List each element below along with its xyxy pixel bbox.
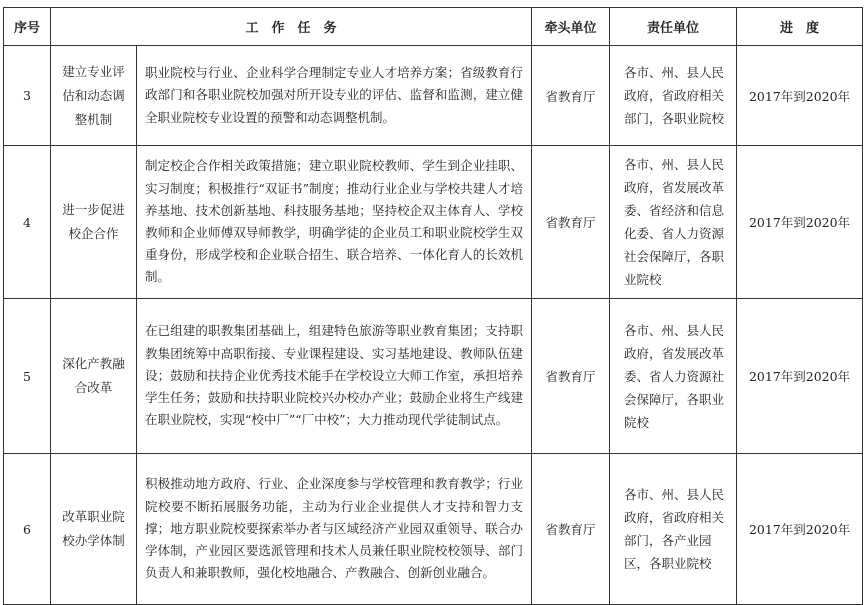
header-no: 序号 (4, 8, 51, 46)
task-name: 建立专业评估和动态调整机制 (51, 46, 137, 146)
task-name: 深化产教融合改革 (51, 299, 137, 454)
table-row (4, 299, 863, 454)
task-description: 制定校企合作相关政策措施；建立职业院校教师、学生到企业挂职、实习制度；积极推行“双证书”制度；推动行业企业与学校共建人才培养基地、技术创新基地、科技服务基地；坚持校企双主体育人、学校教师和企业师傅双导师教学，明确学徒的企业员工和职业院校学生双重身份，形成学校和企业联合招生、联合培养、一体化育人的长效机制。 (137, 146, 532, 299)
lead-unit: 省教育厅 (532, 146, 610, 299)
table-row (4, 454, 863, 605)
row-no: 6 (4, 454, 51, 605)
table-row (4, 46, 863, 146)
lead-unit: 省教育厅 (532, 299, 610, 454)
progress: 2017年到2020年 (737, 299, 863, 454)
task-name: 改革职业院校办学体制 (51, 454, 137, 605)
header-row (4, 8, 863, 46)
row-no: 3 (4, 46, 51, 146)
lead-unit: 省教育厅 (532, 454, 610, 605)
responsible-units: 各市、州、县人民政府，省政府相关部门，各职业院校 (610, 46, 737, 146)
task-description: 职业院校与行业、企业科学合理制定专业人才培养方案；省级教育行政部门和各职业院校加强对所开设专业的评估、监督和监测，建立健全职业院校专业设置的预警和动态调整机制。 (137, 46, 532, 146)
table-row (4, 146, 863, 299)
task-name: 进一步促进校企合作 (51, 146, 137, 299)
lead-unit: 省教育厅 (532, 46, 610, 146)
task-table-container (3, 7, 863, 605)
header-lead: 牵头单位 (532, 8, 610, 46)
task-description: 在已组建的职教集团基础上，组建特色旅游等职业教育集团；支持职教集团统筹中高职衔接、专业课程建设、实习基地建设、教师队伍建设；鼓励和扶持企业优秀技术能手在学校设立大师工作室，承担培养学生任务；鼓励和扶持职业院校兴办校办产业；鼓励企业将生产线建在职业院校，实现“校中厂”“厂中校”；大力推动现代学徒制试点。 (137, 299, 532, 454)
row-no: 4 (4, 146, 51, 299)
header-progress: 进 度 (737, 8, 863, 46)
header-task: 工 作 任 务 (51, 8, 532, 46)
task-table (3, 7, 863, 605)
progress: 2017年到2020年 (737, 46, 863, 146)
header-resp: 责任单位 (610, 8, 737, 46)
row-no: 5 (4, 299, 51, 454)
progress: 2017年到2020年 (737, 146, 863, 299)
responsible-units: 各市、州、县人民政府，省发展改革委、省经济和信息化委、省人力资源社会保障厅，各职业院校 (610, 146, 737, 299)
task-description: 积极推动地方政府、行业、企业深度参与学校管理和教育教学；行业院校要不断拓展服务功能，主动为行业企业提供人才支持和智力支撑；地方职业院校要探索举办者与区域经济产业园双重领导、联合办学体制，产业园区要选派管理和技术人员兼任职业院校校领导、部门负责人和兼职教师，强化校地融合、产教融合、创新创业融合。 (137, 454, 532, 605)
responsible-units: 各市、州、县人民政府，省发展改革委、省人力资源社会保障厅，各职业院校 (610, 299, 737, 454)
progress: 2017年到2020年 (737, 454, 863, 605)
responsible-units: 各市、州、县人民政府，省政府相关部门，各产业园区，各职业院校 (610, 454, 737, 605)
